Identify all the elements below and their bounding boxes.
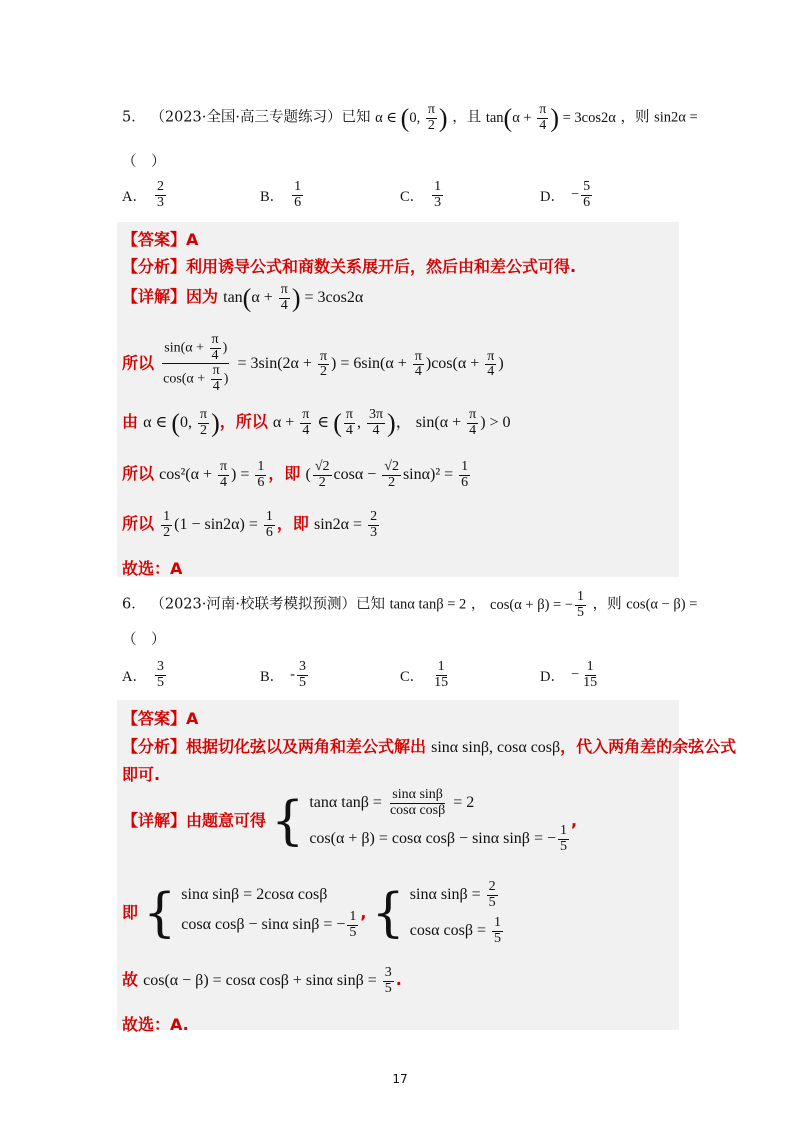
q6-choice-b: B． - $\frac{3}{5}$ <box>260 659 307 690</box>
q5-target: sin2α = <box>654 109 698 126</box>
q6-choice-c: C． $\frac{1}{15}$ <box>400 659 449 690</box>
q5-number: 5． <box>122 109 146 126</box>
q5-detail-4: 所以 cos²(α + $\frac{\pi}{4}$ ) = $\frac{1}{6}$ ，即 ( $\frac{√2}{2}$ cosα − $\frac{√2}{2}$ sinα)² = $\frac{1}{6}$ <box>122 459 469 490</box>
q6-analysis: 【分析】根据切化弦以及两角和差公式解出 sinα sinβ, cosα cosβ，代入两角差的余弦公式 <box>122 737 737 756</box>
q5-detail-3: 由 α ∈ (0, $\frac{\pi}{2}$ )，所以 α + $\frac{\pi}{4}$ ∈ ( $\frac{\pi}{4}$ , $\frac{3\pi}{4}$ )， sin(α + $\frac{\pi}{4}$ ) > 0 <box>122 407 511 438</box>
q6-analysis-cont: 即可. <box>122 765 161 784</box>
q5-choice-c: C． $\frac{1}{3}$ <box>400 179 442 210</box>
q6-source: （2023·河南·校联考模拟预测）已知 <box>150 596 385 613</box>
q6-detail-1: 【详解】由题意可得 { tanα tanβ = $\frac{\text{sinα sinβ}}{\text{cosα cosβ}}$ = 2 cos(α + β) = cosα cosβ − sinα sinβ = − $\frac{1}{5}$ , <box>122 787 578 855</box>
q5-detail-5: 所以 $\frac{1}{2}$ (1 − sin2α) = $\frac{1}{6}$ ，即 sin2α = $\frac{2}{3}$ <box>122 509 378 540</box>
q5-choice-a: A． $\frac{2}{3}$ <box>122 179 164 210</box>
q6-choice-d: D． − $\frac{1}{15}$ <box>540 659 598 690</box>
q5-stem <box>122 103 698 133</box>
q5-choice-b: B． $\frac{1}{6}$ <box>260 179 302 210</box>
q5-condition-tan: tan(α + $\frac{\pi}{4}$ ) = 3cos2α <box>485 102 616 133</box>
q6-detail-3: 故 cos(α − β) = cosα cosβ + sinα sinβ = $\frac{3}{5}$ . <box>122 965 402 996</box>
q5-source: （2023·全国·高三专题练习）已知 <box>150 109 371 126</box>
q6-choose: 故选：A. <box>122 1015 189 1034</box>
q5-analysis: 【分析】利用诱导公式和商数关系展开后，然后由和差公式可得. <box>122 257 577 276</box>
q5-mid2: ，则 <box>620 109 650 126</box>
q5-condition-alpha: α ∈ (0, $\frac{\pi}{2}$ ) <box>375 102 448 133</box>
q6-choice-a: A． $\frac{3}{5}$ <box>122 659 164 690</box>
q5-detail-2: 所以 sin(α + $\frac{\pi}{4}$ ) cos(α + $\frac{\pi}{4}$ ) = 3sin(2α + $\frac{\pi}{2}$ ) = 6sin(α + $\frac{\pi}{4}$ )cos(α + $\frac{\pi}{4}$ ) <box>122 332 504 395</box>
q6-stem: 6． （2023·河南·校联考模拟预测）已知 tanα tanβ = 2 ， cos(α + β) = − $\frac{1}{5}$ ，则 cos(α − β) = <box>122 589 698 620</box>
q6-answer: 【答案】A <box>122 709 199 728</box>
q6-number: 6． <box>122 596 146 613</box>
q6-detail-2: 即 { sinα sinβ = 2cosα cosβ cosα cosβ − sinα sinβ = − $\frac{1}{5}$ , { sinα sinβ = $\frac{2}{5}$ cosα cosβ = $\frac{1}{5}$ <box>122 879 501 947</box>
q6-blank: （ ） <box>122 632 166 648</box>
page-number: 17 <box>392 1072 408 1086</box>
q5-choice-d: D． − $\frac{5}{6}$ <box>540 179 591 210</box>
q5-mid1: ，且 <box>452 109 482 126</box>
q5-detail-1: 【详解】因为 tan(α + $\frac{\pi}{4}$ ) = 3cos2α <box>122 282 364 313</box>
q5-blank: （ ） <box>122 154 166 170</box>
q5-answer: 【答案】A <box>122 230 199 249</box>
q5-choose: 故选：A <box>122 559 183 578</box>
